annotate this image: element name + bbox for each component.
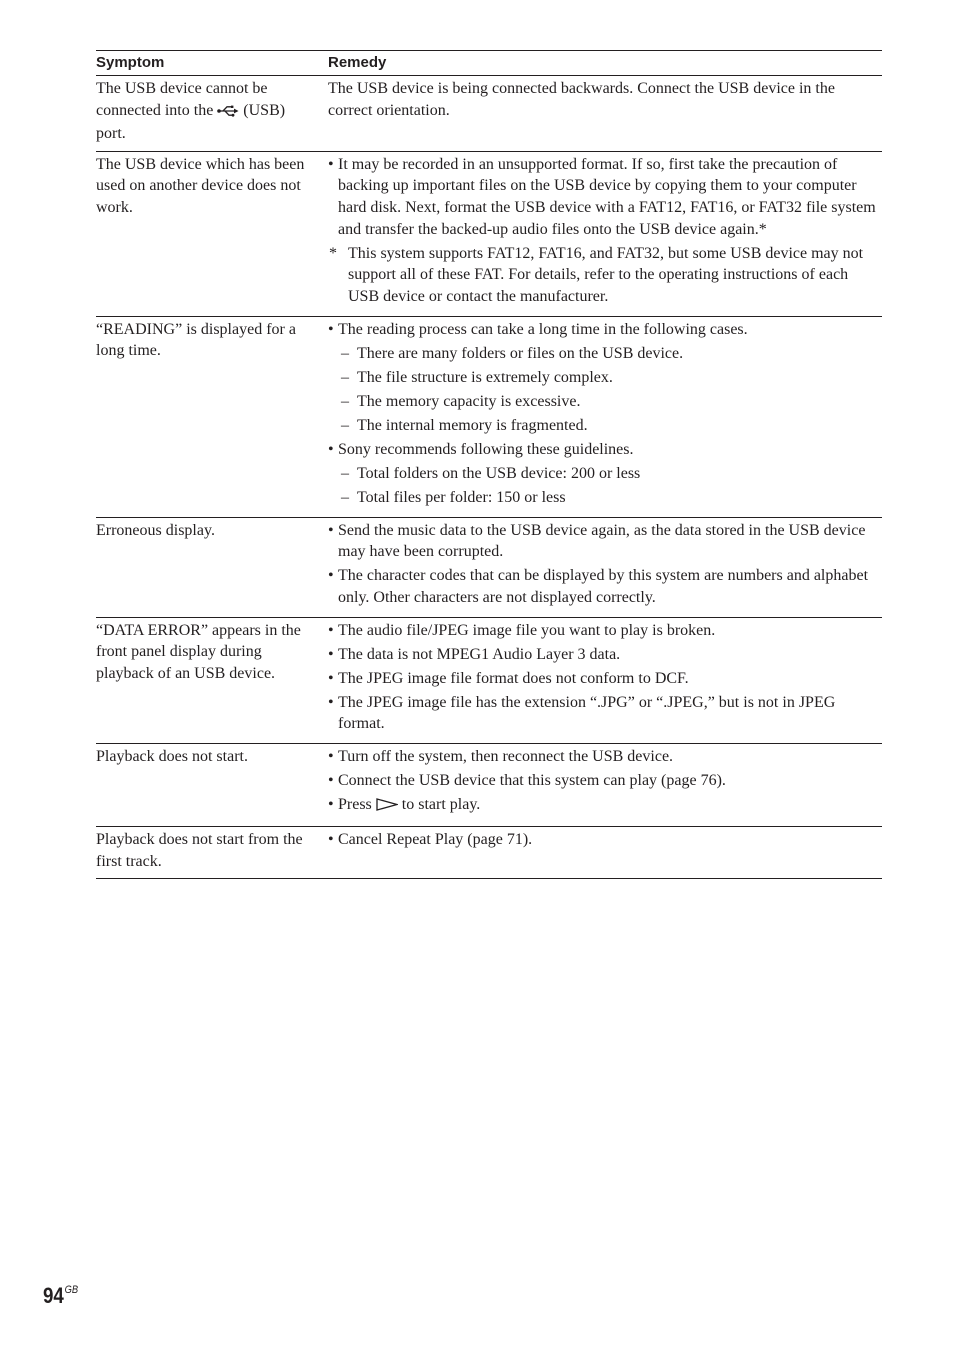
remedy-cell (328, 617, 882, 744)
table-row (96, 744, 882, 827)
remedy-bullet: • The JPEG image file has the extension “.JPG” or “.JPEG,” but is not in JPEG format. (328, 693, 836, 733)
bullet-marker: • (328, 831, 334, 849)
remedy-bullet: • Cancel Repeat Play (page 71). (328, 829, 882, 851)
remedy-cell (328, 744, 882, 827)
remedy-bullet: • Sony recommends following these guidelines. (328, 439, 882, 461)
bullet-marker: • (328, 320, 334, 338)
remedy-bullet: • It may be recorded in an unsupported format. If so, first take the precaution of backing up important files on the USB device by copying them to your computer hard disk. Next, format the USB device with a FAT12, FAT16, or FAT32 file system and transfer the backed-up audio files onto the USB device again.* (328, 155, 876, 238)
symptom-cell: Playback does not start from the first track. (96, 831, 303, 870)
remedy-dash-item: – Total files per folder: 150 or less (328, 487, 882, 509)
dash-marker: – (341, 488, 349, 506)
column-header-remedy: Remedy (328, 54, 387, 71)
bullet-marker: • (328, 772, 334, 790)
remedy-dash-item: – There are many folders or files on the USB device. (328, 343, 882, 365)
symptom-cell: Playback does not start. (96, 748, 248, 766)
table-header-row (96, 51, 882, 76)
remedy-bullet: • The data is not MPEG1 Audio Layer 3 data. (328, 644, 882, 666)
remedy-cell (328, 151, 882, 316)
symptom-cell: Erroneous display. (96, 521, 215, 539)
usb-icon (217, 102, 239, 124)
table-row (96, 151, 882, 316)
bullet-marker: • (328, 440, 334, 458)
symptom-text: (USB) port. (96, 101, 286, 143)
column-header-symptom: Symptom (96, 54, 165, 71)
remedy-bullet: • Press to start play. (328, 794, 882, 818)
symptom-cell: The USB device which has been used on another device does not work. (96, 155, 305, 216)
table-row (96, 617, 882, 744)
bullet-marker: • (328, 567, 334, 585)
bullet-marker: • (328, 693, 334, 711)
remedy-dash-item: – The file structure is extremely complex. (328, 367, 882, 389)
symptom-text: The USB device cannot be connected into the (96, 80, 268, 119)
remedy-bullet: • The character codes that can be displayed by this system are numbers and alphabet only. Other characters are not displayed correctly. (328, 567, 869, 606)
remedy-cell (328, 76, 882, 152)
remedy-bullet: • The reading process can take a long time in the following cases. (328, 319, 882, 341)
remedy-dash-item: – Total folders on the USB device: 200 or less (328, 463, 882, 485)
symptom-cell (96, 76, 328, 152)
bullet-marker: • (328, 669, 334, 687)
dash-marker: – (341, 416, 349, 434)
dash-marker: – (341, 344, 349, 362)
remedy-bullet: • The JPEG image file format does not conform to DCF. (328, 668, 882, 690)
page-number (43, 1283, 78, 1309)
bullet-marker: • (328, 645, 334, 663)
table-row (96, 76, 882, 152)
page-number-value: 94 (43, 1283, 64, 1308)
troubleshooting-table (96, 50, 882, 879)
page-number-suffix: GB (64, 1284, 79, 1296)
remedy-cell (328, 827, 882, 879)
remedy-bullet: • Send the music data to the USB device again, as the data stored in the USB device may have been corrupted. (328, 521, 866, 561)
table-row (96, 517, 882, 617)
dash-marker: – (341, 392, 349, 410)
remedy-bullet: • The audio file/JPEG image file you want to play is broken. (328, 620, 882, 642)
remedy-dash-item: – The memory capacity is excessive. (328, 391, 882, 413)
symptom-cell: “DATA ERROR” appears in the front panel display during playback of an USB device. (96, 621, 301, 682)
symptom-cell: “READING” is displayed for a long time. (96, 320, 296, 360)
remedy-cell (328, 517, 882, 617)
footnote: * This system supports FAT12, FAT16, and FAT32, but some USB device may not support all of these FAT. For details, refer to the operating instructions of each USB device or contact the manufacturer. (329, 244, 864, 305)
bullet-marker: • (328, 621, 334, 639)
dash-marker: – (341, 464, 349, 482)
bullet-marker: • (328, 155, 334, 173)
remedy-bullet: • Turn off the system, then reconnect the USB device. (328, 746, 882, 768)
remedy-cell (328, 316, 882, 517)
remedy-text: The USB device is being connected backwards. Connect the USB device in the correct orientation. (328, 80, 835, 119)
table-row (96, 316, 882, 517)
asterisk-marker: * (329, 244, 337, 262)
remedy-dash-item: – The internal memory is fragmented. (328, 415, 882, 437)
dash-marker: – (341, 368, 349, 386)
bullet-marker: • (328, 748, 334, 766)
play-icon (376, 796, 398, 818)
bullet-marker: • (328, 521, 334, 539)
table-row (96, 827, 882, 879)
remedy-bullet: • Connect the USB device that this system can play (page 76). (328, 770, 882, 792)
bullet-marker: • (328, 796, 334, 814)
